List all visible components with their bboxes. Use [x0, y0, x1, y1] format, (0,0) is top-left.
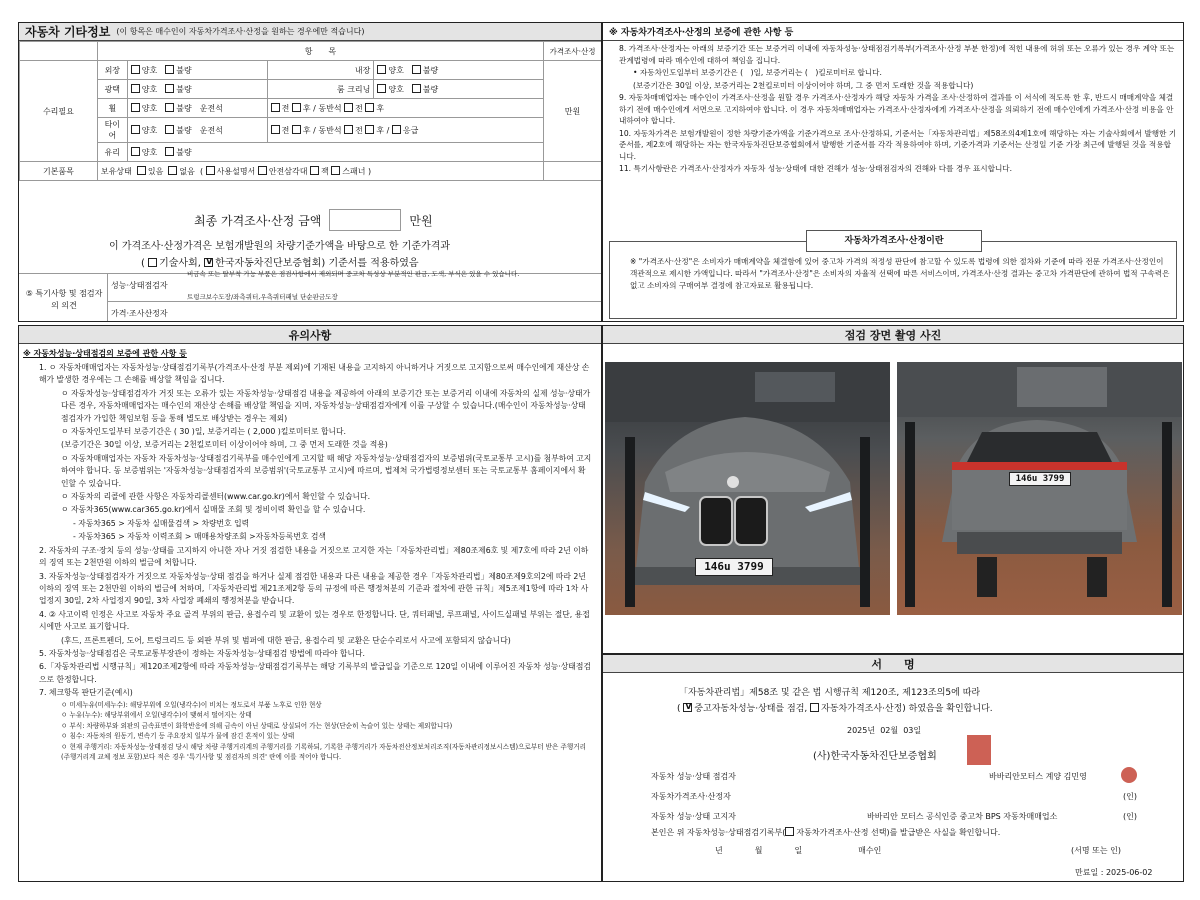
tire-pass-front-checkbox[interactable]: [344, 125, 353, 134]
interior-good-label: 양호: [388, 65, 404, 75]
tire-bad-label: 불량: [176, 125, 192, 135]
basis-opt2-checkbox[interactable]: [204, 258, 213, 267]
price-survey-box-title: 자동차가격조사·산정이란: [806, 230, 982, 252]
tire-good-label: 양호: [141, 125, 158, 135]
vehicle-info-section: [18, 22, 602, 322]
buyer-sign-label: (서명 또는 인): [1071, 846, 1121, 855]
final-price-unit: 만원: [409, 213, 433, 228]
note-7e: ㅇ 현재 주행거리: 자동차성능·상태점검 당시 해당 차량 주행거리계의 주행거리를 기록하되, 기록한 주행거리가 자동차전산정보처리조직(자동차관리정보시스템)으로부터 받은 주행거리(주행거리계 교체 정보 포함)보다 적은 경우 '특기사항 및 점검자의 의견' 란에 이를 적어야 합니다.: [61, 742, 586, 761]
none-label: 없음: [179, 166, 195, 176]
photos-section: [602, 325, 1184, 654]
sig-year: 2025년: [847, 726, 876, 735]
basis-options: ( 기술사회, V한국자동차진단보증협회) 기준서를 적용하였음: [141, 254, 419, 269]
association-seal-icon: [967, 735, 991, 765]
warranty-item-8: 8. 가격조사·산정자는 아래의 보증기간 또는 보증거리 이내에 자동차성능·상태점검기록부(가격조사·산정 부분 한정)에 적힌 내용에 허위 또는 오류가 있는 경우 계약 또는 관계법령에 따라 매수인에 대하여 책임을 집니다.: [619, 44, 1175, 65]
ext-label: 외장: [97, 61, 127, 80]
ext-good-label: 양호: [141, 65, 158, 75]
price-survey-box-text: ※ "가격조사·산정"은 소비자가 매매계약을 체결함에 있어 중고차 가격의 적정성 판단에 참고할 수 있도록 법령에 의한 절차와 기준에 따라 전문 가격조사·산정인이 객관적으로 제시한 가액입니다. 따라서 "가격조사·산정"은 소비자의 자율적 선택에 따른 서비스이며, 가격조사·산정 결과는 중고차 가격판단에 관하여 법적 구속력은 없고 소비자의 구매여부 결정에 참고자료로 활용됩니다.: [630, 257, 1170, 290]
note-1b: ㅇ 자동차성능·상태점검자가 거짓 또는 오류가 있는 자동차성능·상태점검 내용을 제공하여 아래의 보증기간 또는 보증거리 이내에 자동차의 실제 성능·상태가 다른 경우, 자동차매매업자는 매수인의 재산상 손해를 배상할 책임을 지며, 자동차성능·상태점검자에게 이를 구상할 수 있습니다.(매수인이 자동차성능·상태점검자가 가입한 책임보험 등을 통해 별도로 배상받는 경우는 제외): [61, 388, 591, 423]
tire-driver-front-checkbox[interactable]: [271, 125, 280, 134]
wheel-driver-rear-checkbox[interactable]: [292, 103, 301, 112]
tire-emergency-label: 응급: [402, 125, 419, 135]
basic-label: 기본품목: [20, 162, 98, 181]
vehicle-info-header: [19, 23, 601, 41]
warranty-header: [603, 23, 1183, 41]
note-1c: ㅇ 자동차인도일부터 보증기간은 ( 30 )일, 보증거리는 ( 2,000 )킬로미터로 합니다.: [61, 427, 347, 437]
basis-opt1-label: 기술사회: [159, 258, 198, 269]
perf-note1: 비금속 또는 탈부착 가능 부품은 점검사항에서 제외되며 중고차 특성상 부분적인 판금, 도색, 부식은 있을 수 있습니다.: [187, 270, 520, 278]
sig-opt2-label: 자동차가격조사·산정) 하였음을 확인합니다.: [821, 704, 993, 714]
note-4b: (후드, 프론트펜더, 도어, 트렁크리드 등 외판 부위 및 범퍼에 대한 판금, 용접수리 및 교환은 단순수리로서 사고에 포함되지 않습니다): [61, 635, 511, 645]
spanner-checkbox[interactable]: [331, 166, 340, 175]
association-name: (사)한국자동차진단보증협회: [813, 751, 937, 762]
signature-date: [847, 725, 921, 736]
price-setter-seal: (인): [1123, 792, 1137, 801]
vehicle-info-title: 자동차 기타정보: [25, 25, 111, 39]
wheel-pass-rear-checkbox[interactable]: [365, 103, 374, 112]
warranty-section: [602, 22, 1184, 322]
wheel-good-label: 양호: [141, 103, 158, 113]
final-price-row: [194, 209, 433, 231]
glass-bad-label: 불량: [176, 147, 192, 157]
tire-driver-rear-checkbox[interactable]: [292, 125, 301, 134]
photos-title: 점검 장면 촬영 사진: [844, 328, 942, 342]
notifier-label: 자동차 성능·상태 고지자: [651, 812, 736, 821]
jack-label: 잭: [321, 166, 329, 176]
notifier-seal: (인): [1123, 812, 1137, 821]
inspector-name: 바바리안모터스 계양 김민영: [989, 772, 1087, 781]
triangle-checkbox[interactable]: [258, 166, 267, 175]
wheel-pass-front-checkbox[interactable]: [344, 103, 353, 112]
interior-label: 내장: [267, 61, 374, 80]
price-survey-box: [609, 236, 1177, 319]
final-price-input[interactable]: [329, 209, 401, 231]
signature-options: ( V중고자동차성능·상태를 점검, 자동차가격조사·산정) 하였음을 확인합니다.: [677, 701, 993, 714]
wheel-good-checkbox[interactable]: [131, 103, 140, 112]
notes-list: [19, 361, 601, 762]
sig-opt2-checkbox[interactable]: [810, 703, 819, 712]
manual-label: 사용설명서: [216, 166, 256, 176]
wheel-bad-label: 불량: [176, 103, 192, 113]
expiry-date: 만료일 : 2025-06-02: [1075, 868, 1153, 877]
warranty-item-9: 9. 자동차매매업자는 매수인이 가격조사·산정을 원할 경우 가격조사·산정자가 해당 자동차 가격을 조사·산정하여 결과를 이 서식에 적도록 한 후, 반드시 매매계약을 체결하기 전에 매수인에게 서면으로 고지하여야 합니다. 이 경우 자동차매매업자는 가격조사·산정자에게 가격조사·산정을 의뢰하기 전에 매수인에게 가격조사·산정 비용을 안내하여야 합니다.: [619, 93, 1174, 125]
note-1f: ㅇ 자동차365(www.car365.go.kr)에서 실매물 조회 및 정비이력 확인을 할 수 있습니다.: [61, 505, 366, 515]
notes-header: [19, 326, 601, 344]
receipt-line: [651, 827, 1000, 838]
shine-label: 광택: [97, 80, 127, 99]
warranty-title: ※ 자동차가격조사·산정의 보증에 관한 사항 등: [609, 28, 794, 38]
note-7b: ㅇ 누유(누수): 해당부위에서 오일(냉각수)이 맺혀서 떨어지는 상태: [61, 711, 252, 720]
tire-pass-rear-checkbox[interactable]: [365, 125, 374, 134]
special-notes-area: [19, 270, 602, 322]
note-5: 5. 자동차성능·상태점검은 국토교통부장관이 정하는 자동차성능·상태점검 방법에 따라야 합니다.: [39, 648, 365, 658]
note-4: 4. ② 사고이력 인정은 사고로 자동차 주요 골격 부위의 판금, 용접수리 및 교환이 있는 경우로 한정합니다. 단, 쿼터패널, 루프패널, 사이드실패널 부위는 절단, 용접 시에만 사고로 표기합니다.: [39, 609, 590, 632]
signature-header: [603, 655, 1183, 673]
notes-section: [18, 325, 602, 882]
sig-day: 03일: [903, 726, 922, 735]
notes-subtitle: ※ 자동차성능·상태점검의 보증에 관한 사항 등: [23, 349, 187, 358]
vehicle-info-table: 항 목 가격조사·산정 수리필요 외장 양호 불량 내장 양호 불량 만원 광택 양호 불량 룸 크리닝 양호 불량 휠 양호 불량 운전석 전 후 / 동반석 전 후 타이어 양호 불량 운전석 전 후 / 동반석 전 후 / 응급 유리 양호 불량 기본품목 보유상태 있음 없음 ( 사용설명서 안전삼각대 잭 스패너 ): [19, 41, 602, 181]
special-label: ⑤ 특기사항 및 점검자의 의견: [25, 289, 103, 310]
spanner-label: 스패너: [342, 166, 366, 176]
interior-bad-checkbox[interactable]: [412, 65, 421, 74]
interior-bad-label: 불량: [422, 65, 439, 75]
buyer-date-row: 년 월 일 매수인: [715, 846, 882, 855]
wheel-driver-label: 운전석: [199, 103, 223, 113]
triangle-label: 안전삼각대: [268, 166, 308, 176]
note-3: 3. 자동차성능·상태점검자가 거짓으로 자동차성능·상태 점검을 하거나 실제 점검한 내용과 다른 내용을 제공한 경우「자동차관리법」제80조제9호의2에 따라 2년 이하의 징역 또는 2천만원 이하의 벌금에 처하며,「자동차관리법 제21조제2항 등의 규정에 따른 행정처분의 기준과 절차에 관한 규칙」제5조제1항에 따라 1차 사업정지 30일, 2차 사업정지 90일, 3차 사업장 폐쇄의 행정처분을 받습니다.: [39, 571, 589, 606]
front-license-plate: 146u 3799: [695, 558, 773, 576]
wheel-df-label: 전: [281, 103, 290, 113]
inspector-row: [651, 771, 736, 782]
room-bad-checkbox[interactable]: [412, 84, 421, 93]
tire-dr-label: 후: [302, 125, 311, 135]
wheel-label: 휠: [97, 99, 127, 118]
possession-label: 보유상태: [100, 166, 132, 176]
tire-driver-label: 운전석: [199, 125, 223, 135]
ext-bad-checkbox[interactable]: [165, 65, 174, 74]
notes-title: 유의사항: [288, 328, 332, 342]
warranty-item-11: 11. 특기사항란은 가격조사·산정자가 자동차 성능·상태에 대한 견해가 성능·상태점검자의 견해와 다를 경우 표시합니다.: [619, 164, 1013, 173]
basis-opt2-label: 한국자동차진단보증협회: [215, 258, 322, 269]
notifier-name: 바바리안 모터스 공식인증 중고차 BPS 자동차매매업소: [867, 812, 1058, 821]
perf-note2: 트렁크보수도장/좌측쿼터,우측쿼터패널 단순판금도장: [187, 293, 338, 301]
interior-good-checkbox[interactable]: [377, 65, 386, 74]
room-good-label: 양호: [388, 84, 404, 94]
perf-label: 성능·상태점검자: [111, 281, 168, 290]
tire-bad-checkbox[interactable]: [165, 125, 174, 134]
note-7d: ㅇ 침수: 자동차의 원동기, 변속기 등 주요장치 일부가 물에 잠긴 흔적이 있는 상태: [61, 732, 295, 741]
tire-label: 타이어: [97, 118, 127, 143]
col-price-header: 가격조사·산정: [544, 42, 602, 61]
glass-label: 유리: [97, 143, 127, 162]
rear-inspection-photo: [897, 362, 1182, 615]
tire-good-checkbox[interactable]: [131, 125, 140, 134]
note-2: 2. 자동차의 구조·장치 등의 성능·상태를 고지하지 아니한 자나 거짓 점검한 내용을 거짓으로 고지한 자는「자동차관리법」제80조제6호 및 제7호에 따라 2년 이하의 징역 또는 2천만원 이하의 벌금에 처합니다.: [39, 545, 589, 568]
room-bad-label: 불량: [422, 84, 439, 94]
signature-law: 「자동차관리법」제58조 및 같은 법 시행규칙 제120조, 제123조의5에 따라: [679, 688, 981, 698]
rear-license-plate: 146u 3799: [1009, 472, 1071, 486]
note-1: 1. ㅇ 자동차매매업자는 자동차성능·상태점검기록부(가격조사·산정 부분 제외)에 기재된 내용을 고지하지 아니하거나 거짓으로 고지함으로써 매수인에게 재산상 손해가 발생한 경우에는 그 손해를 배상할 책임을 집니다.: [39, 363, 590, 385]
wheel-pf-label: 전: [355, 103, 363, 113]
wheel-driver-front-checkbox[interactable]: [271, 103, 280, 112]
room-good-checkbox[interactable]: [377, 84, 386, 93]
roomclean-label: 룸 크리닝: [267, 80, 374, 99]
note-7a: ㅇ 미세누유(미세누수): 해당부위에 오일(냉각수)이 비치는 정도로서 부품 노후로 인한 현상: [61, 700, 322, 709]
tire-pr-label: 후: [376, 125, 385, 135]
price-unit: 만원: [544, 61, 602, 162]
glass-good-checkbox[interactable]: [131, 147, 140, 156]
front-car-illustration: [605, 362, 890, 615]
ext-good-checkbox[interactable]: [131, 65, 140, 74]
sig-opt1-checkbox[interactable]: [683, 703, 692, 712]
wheel-passenger-label: 동반석: [318, 103, 342, 113]
glass-good-label: 양호: [141, 147, 158, 157]
note-1h: - 자동차365 > 자동차 이력조회 > 매매용차량조회 >자동차등록번호 검색: [73, 532, 326, 542]
vehicle-info-subtitle: (이 항목은 매수인이 자동차가격조사·산정을 원하는 경우에만 적습니다): [116, 27, 365, 36]
warranty-item-10: 10. 자동차가격은 보험개발원이 정한 차량기준가액을 기준가격으로 조사·산정하되, 기준서는「자동차관리법」제58조의4제1호에 해당하는 자는 기술사회에서 발행한 기준서를, 제2호에 해당하는 자는 한국자동차진단보증협회에서 발행한 기준서를 각각 적용하여야 하며, 기준가격과 기준서는 산정일 기준 가장 최근에 발행된 것을 적용합니다.: [619, 128, 1177, 161]
note-7: 7. 체크항목 판단기준(예시): [39, 688, 133, 698]
photos-header: [603, 326, 1183, 344]
repair-label: 수리필요: [20, 61, 98, 162]
have-label: 있음: [147, 166, 164, 176]
tire-emergency-checkbox[interactable]: [392, 125, 401, 134]
note-1g: - 자동차365 > 자동차 실매물검색 > 차량번호 입력: [73, 518, 250, 528]
have-checkbox[interactable]: [137, 166, 146, 175]
inspector-label: 자동차 성능·상태 점검자: [651, 772, 736, 781]
wheel-dr-label: 후: [302, 103, 311, 113]
receipt-checkbox[interactable]: [785, 827, 794, 836]
tire-passenger-label: 동반석: [318, 125, 342, 135]
basis-opt1-checkbox[interactable]: [148, 258, 157, 267]
note-1c2: (보증기간은 30일 이상, 보증거리는 2천킬로미터 이상이어야 하며, 그 중 먼저 도래한 것을 적용): [61, 440, 388, 450]
wheel-pr-label: 후: [376, 103, 385, 113]
price-setter-sig-label: 자동차가격조사·산정자: [651, 792, 731, 801]
glass-bad-checkbox[interactable]: [165, 147, 174, 156]
receipt-tail: 자동차가격조사·산정 선택)를 발급받은 사실을 확인합니다.: [796, 828, 1001, 837]
note-1d: ㅇ 자동차매매업자는 자동차 자동차성능·상태점검기록부를 매수인에게 고지할 때 해당 자동차성능·상태점검자의 보증범위(국토교통부 고시)를 첨부하여 고지하여야 합니다. 동 보증범위는 '자동차성능·상태점검자의 보증범위'(국토교통부 고시)에 따르며, 법제처 국가법령정보센터 또는 국토교통부 홈페이지에서 확인할 수 있습니다.: [61, 453, 592, 488]
basis-line: 이 가격조사·산정가격은 보험개발원의 차량기준가액을 바탕으로 한 기준가격과: [109, 241, 451, 252]
note-6: 6.「자동차관리법 시행규칙」제120조제2항에 따라 자동차성능·상태점검기록부는 해당 기록부의 발급일을 기준으로 120일 이내에 이루어진 자동차 성능·상태점검으로 한정합니다.: [39, 662, 591, 684]
price-setter-label: 가격·조사산정자: [111, 309, 168, 318]
note-7c: ㅇ 부식: 차량하부와 외판의 금속표면이 화학반응에 의해 금속이 아닌 상태로 상실되어 가는 현상(단순히 녹슬어 있는 상태는 제외합니다): [61, 721, 453, 730]
shine-good-checkbox[interactable]: [131, 84, 140, 93]
sig-month: 02월: [880, 726, 899, 735]
warranty-item-8-sub: • 자동차인도일부터 보증기간은 ( )일, 보증거리는 ( )킬로미터로 합니다.: [633, 68, 882, 77]
shine-bad-label: 불량: [176, 84, 192, 94]
wheel-bad-checkbox[interactable]: [165, 103, 174, 112]
ext-bad-label: 불량: [176, 65, 192, 75]
warranty-item-8-note: (보증기간은 30일 이상, 보증거리는 2천킬로미터 이상이어야 하며, 그 중 먼저 도래한 것을 적용합니다): [633, 80, 974, 90]
tire-df-label: 전: [281, 125, 290, 135]
signature-title: 서 명: [871, 657, 915, 671]
warranty-list: [603, 41, 1183, 175]
none-checkbox[interactable]: [168, 166, 177, 175]
basis-tail: ) 기준서를 적용하였음: [321, 258, 419, 269]
inspector-seal-icon: [1121, 767, 1137, 783]
sig-opt1-label: 중고자동차성능·상태를 점검,: [694, 704, 808, 714]
rear-car-illustration: [897, 362, 1182, 615]
shine-good-label: 양호: [141, 84, 158, 94]
manual-checkbox[interactable]: [206, 166, 215, 175]
col-item-header: 항 목: [97, 42, 543, 61]
final-price-label: 최종 가격조사·산정 금액: [194, 213, 322, 228]
front-inspection-photo: [605, 362, 890, 615]
tire-pf-label: 전: [355, 125, 363, 135]
jack-checkbox[interactable]: [310, 166, 319, 175]
receipt-text: 본인은 위 자동차성능·상태점검기록부(: [651, 828, 786, 837]
shine-bad-checkbox[interactable]: [165, 84, 174, 93]
note-1e: ㅇ 자동차의 리콜에 관한 사항은 자동차리콜센터(www.car.go.kr)에서 확인할 수 있습니다.: [61, 492, 371, 502]
signature-section: [602, 654, 1184, 882]
